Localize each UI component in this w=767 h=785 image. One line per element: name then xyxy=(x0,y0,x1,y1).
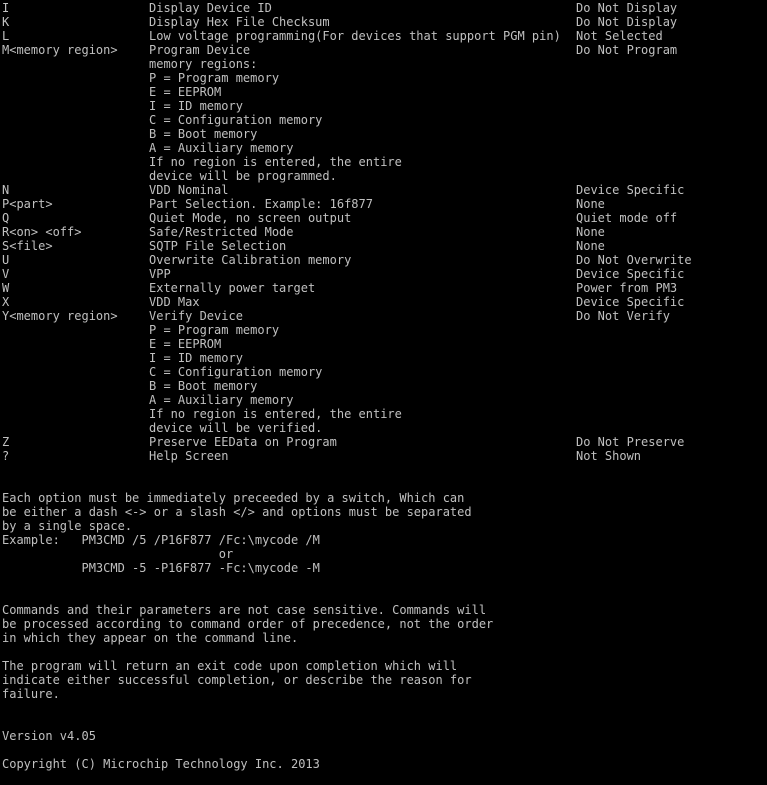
option-row xyxy=(2,351,767,365)
blank-line xyxy=(2,463,767,477)
option-switch: M<memory region> xyxy=(2,43,118,57)
option-row xyxy=(2,225,767,239)
option-description: I = ID memory xyxy=(149,351,243,365)
option-switch: R<on> <off> xyxy=(2,225,82,239)
option-description: SQTP File Selection xyxy=(149,239,287,253)
blank-line xyxy=(2,743,767,757)
option-default: None xyxy=(576,197,605,211)
option-description: Verify Device xyxy=(149,309,243,323)
option-default: Device Specific xyxy=(576,267,685,281)
example-line: Example: PM3CMD /5 /P16F877 /Fc:\mycode /M xyxy=(2,533,320,547)
example-or-line: or xyxy=(2,547,234,561)
option-row xyxy=(2,197,767,211)
case-note-line: in which they appear on the command line. xyxy=(2,631,299,645)
option-description: VDD Nominal xyxy=(149,183,229,197)
example-line: PM3CMD -5 -P16F877 -Fc:\mycode -M xyxy=(2,561,320,575)
option-switch: Q xyxy=(2,211,10,225)
option-row xyxy=(2,323,767,337)
blank-line xyxy=(2,589,767,603)
option-switch: N xyxy=(2,183,10,197)
option-row xyxy=(2,365,767,379)
option-row xyxy=(2,379,767,393)
option-switch: Y<memory region> xyxy=(2,309,118,323)
option-row xyxy=(2,435,767,449)
option-default: Do Not Preserve xyxy=(576,435,685,449)
option-default: Do Not Display xyxy=(576,15,678,29)
option-row xyxy=(2,211,767,225)
option-row xyxy=(2,99,767,113)
option-description: B = Boot memory xyxy=(149,127,258,141)
option-description: Display Hex File Checksum xyxy=(149,15,330,29)
option-description: device will be verified. xyxy=(149,421,323,435)
option-default: Do Not Overwrite xyxy=(576,253,692,267)
option-description: A = Auxiliary memory xyxy=(149,141,294,155)
option-row xyxy=(2,113,767,127)
switch-note-line: be either a dash <-> or a slash </> and options must be separated xyxy=(2,505,472,519)
option-description: I = ID memory xyxy=(149,99,243,113)
option-switch: K xyxy=(2,15,10,29)
option-switch: X xyxy=(2,295,10,309)
blank-line xyxy=(2,715,767,729)
option-switch: Z xyxy=(2,435,10,449)
option-default: Do Not Display xyxy=(576,1,678,15)
option-row xyxy=(2,253,767,267)
option-row xyxy=(2,57,767,71)
option-row xyxy=(2,449,767,463)
option-default: Quiet mode off xyxy=(576,211,678,225)
option-description: Display Device ID xyxy=(149,1,272,15)
option-description: B = Boot memory xyxy=(149,379,258,393)
option-row xyxy=(2,281,767,295)
option-default: Do Not Program xyxy=(576,43,678,57)
switch-note-line: Each option must be immediately preceeded by a switch, Which can xyxy=(2,491,465,505)
exit-note-line: failure. xyxy=(2,687,60,701)
exit-note-line: The program will return an exit code upon completion which will xyxy=(2,659,458,673)
option-switch: ? xyxy=(2,449,10,463)
option-row xyxy=(2,127,767,141)
option-description: Safe/Restricted Mode xyxy=(149,225,294,239)
option-default: None xyxy=(576,239,605,253)
option-row xyxy=(2,421,767,435)
option-switch: V xyxy=(2,267,10,281)
option-switch: P<part> xyxy=(2,197,53,211)
option-row xyxy=(2,407,767,421)
option-row xyxy=(2,169,767,183)
option-row xyxy=(2,393,767,407)
exit-note-line: indicate either successful completion, or describe the reason for xyxy=(2,673,472,687)
option-switch: L xyxy=(2,29,10,43)
switch-note-line: by a single space. xyxy=(2,519,133,533)
option-default: Do Not Verify xyxy=(576,309,670,323)
blank-line xyxy=(2,645,767,659)
option-description: memory regions: xyxy=(149,57,258,71)
option-switch: I xyxy=(2,1,10,15)
option-switch: W xyxy=(2,281,10,295)
option-row xyxy=(2,295,767,309)
option-description: C = Configuration memory xyxy=(149,365,323,379)
option-description: Preserve EEData on Program xyxy=(149,435,337,449)
case-note-line: Commands and their parameters are not case sensitive. Commands will xyxy=(2,603,487,617)
blank-line xyxy=(2,477,767,491)
option-description: Low voltage programming(For devices that support PGM pin) xyxy=(149,29,561,43)
option-default: Power from PM3 xyxy=(576,281,678,295)
option-row xyxy=(2,29,767,43)
option-row xyxy=(2,267,767,281)
option-row xyxy=(2,85,767,99)
option-row xyxy=(2,141,767,155)
option-description: If no region is entered, the entire xyxy=(149,155,402,169)
option-row xyxy=(2,239,767,253)
option-description: Part Selection. Example: 16f877 xyxy=(149,197,373,211)
option-row xyxy=(2,43,767,57)
option-description: Help Screen xyxy=(149,449,229,463)
option-default: Device Specific xyxy=(576,295,685,309)
option-row xyxy=(2,309,767,323)
option-row xyxy=(2,71,767,85)
option-description: P = Program memory xyxy=(149,71,280,85)
case-note-line: be processed according to command order of precedence, not the order xyxy=(2,617,494,631)
option-description: Externally power target xyxy=(149,281,316,295)
option-default: None xyxy=(576,225,605,239)
option-switch: U xyxy=(2,253,10,267)
option-default: Not Shown xyxy=(576,449,642,463)
option-default: Not Selected xyxy=(576,29,663,43)
option-description: If no region is entered, the entire xyxy=(149,407,402,421)
option-description: Quiet Mode, no screen output xyxy=(149,211,352,225)
option-switch: S<file> xyxy=(2,239,53,253)
option-row xyxy=(2,155,767,169)
option-description: VPP xyxy=(149,267,171,281)
option-description: device will be programmed. xyxy=(149,169,337,183)
option-row xyxy=(2,337,767,351)
option-description: VDD Max xyxy=(149,295,200,309)
version-text: Version v4.05 xyxy=(2,729,96,743)
option-description: A = Auxiliary memory xyxy=(149,393,294,407)
option-row xyxy=(2,1,767,15)
option-description: E = EEPROM xyxy=(149,85,222,99)
option-default: Device Specific xyxy=(576,183,685,197)
option-description: P = Program memory xyxy=(149,323,280,337)
option-row xyxy=(2,183,767,197)
option-description: Overwrite Calibration memory xyxy=(149,253,352,267)
blank-line xyxy=(2,701,767,715)
option-row xyxy=(2,15,767,29)
copyright-text: Copyright (C) Microchip Technology Inc. 2013 xyxy=(2,757,320,771)
option-description: E = EEPROM xyxy=(149,337,222,351)
options-table xyxy=(2,1,767,463)
option-description: C = Configuration memory xyxy=(149,113,323,127)
blank-line xyxy=(2,575,767,589)
option-description: Program Device xyxy=(149,43,251,57)
